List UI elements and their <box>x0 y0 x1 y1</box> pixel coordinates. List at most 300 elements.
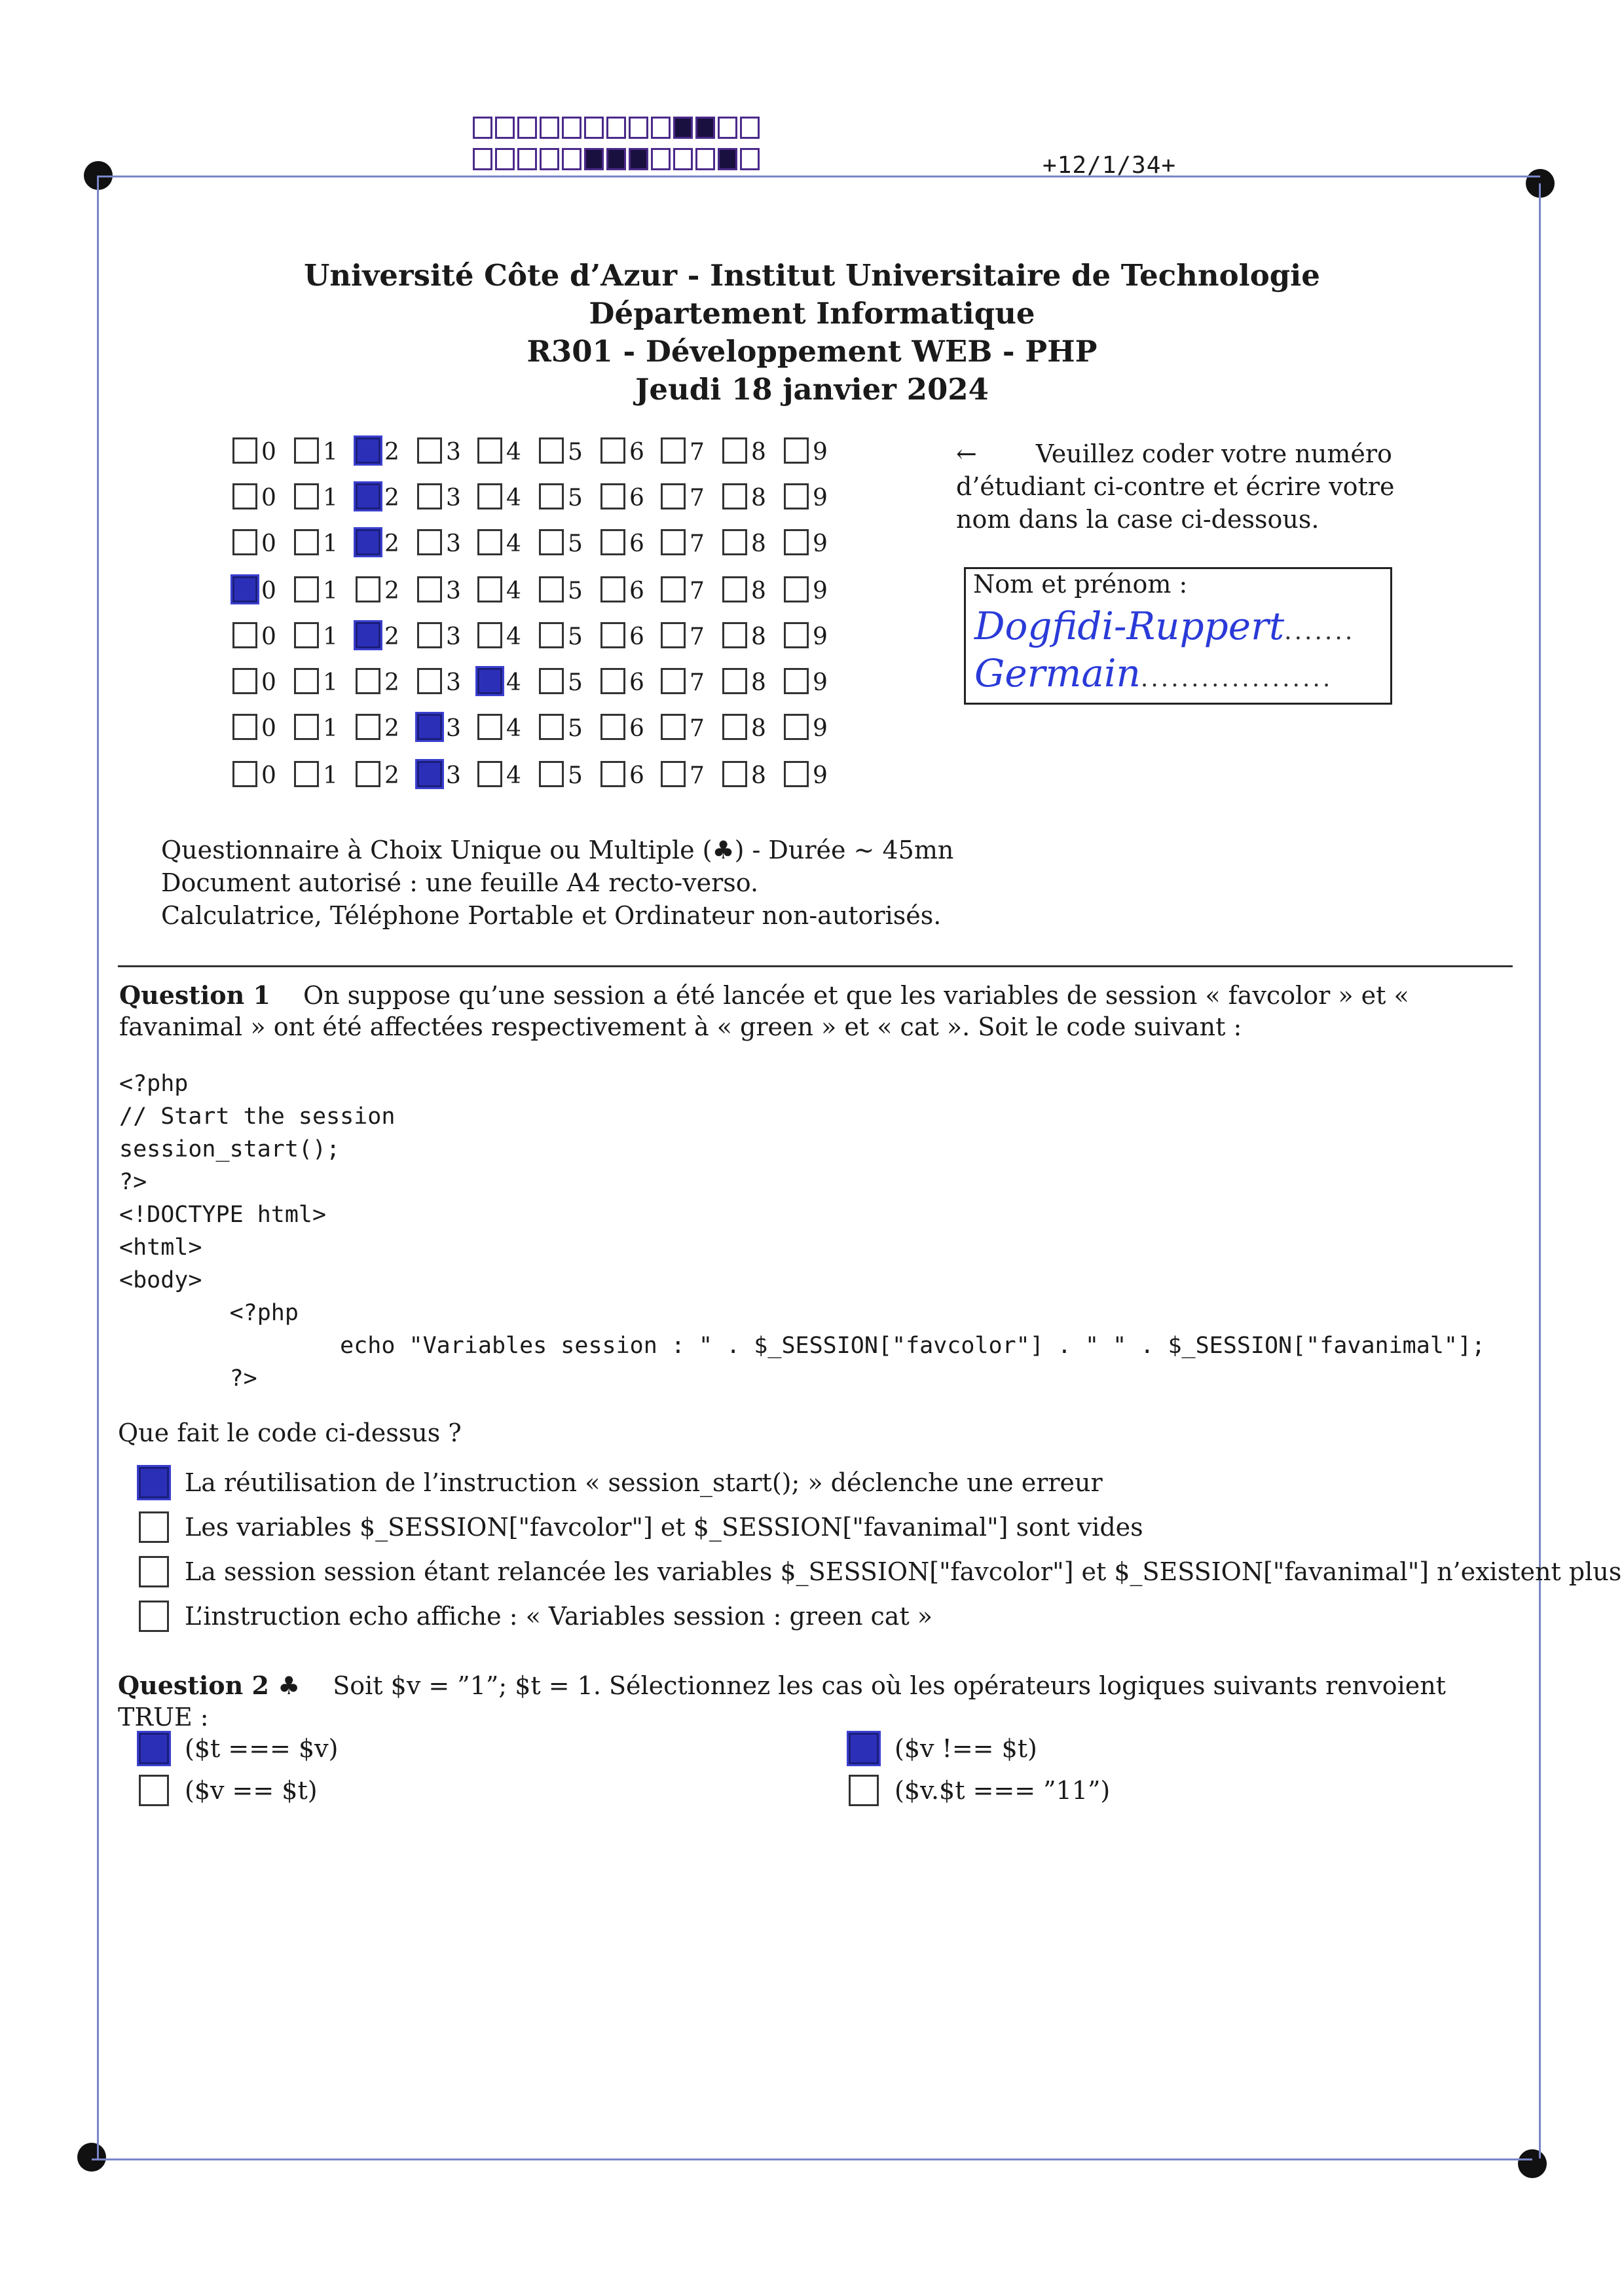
digit-checkbox[interactable] <box>722 714 747 740</box>
digit-label: 0 <box>261 623 276 650</box>
digit-option[interactable] <box>661 620 720 654</box>
digit-option[interactable] <box>477 711 536 745</box>
digit-option[interactable] <box>294 481 353 515</box>
barcode-cell <box>695 148 715 170</box>
digit-label: 6 <box>629 485 644 511</box>
digit-option[interactable] <box>356 435 415 469</box>
answer-checkbox[interactable] <box>139 1733 169 1764</box>
answer-label: ($v !== $t) <box>895 1734 1037 1763</box>
question-1-prompt: Que fait le code ci-dessus ? <box>118 1418 462 1447</box>
dots-line-2: ................... <box>1140 665 1333 692</box>
question-1-text: On suppose qu’une session a été lancée et que les variables de session « favcolor » et « favanimal » ont été affectées respectivement à « green » et « cat ». Soit le code suivant : <box>119 981 1409 1041</box>
digit-checkbox[interactable] <box>784 622 809 648</box>
digit-option[interactable] <box>784 665 843 699</box>
digit-label: 2 <box>384 578 399 604</box>
digit-option[interactable] <box>294 665 353 699</box>
digit-checkbox[interactable] <box>539 576 564 602</box>
digit-option[interactable] <box>232 665 291 699</box>
answer-checkbox[interactable] <box>849 1775 879 1806</box>
digit-checkbox[interactable] <box>294 622 319 648</box>
digit-option[interactable] <box>661 527 720 561</box>
digit-label: 6 <box>629 439 644 466</box>
digit-checkbox[interactable] <box>784 714 809 740</box>
digit-option[interactable] <box>477 481 536 515</box>
digit-checkbox[interactable] <box>600 622 625 648</box>
digit-checkbox[interactable] <box>477 437 502 464</box>
digit-option[interactable] <box>539 481 598 515</box>
digit-option[interactable] <box>722 527 781 561</box>
question-2 <box>118 1670 1513 1733</box>
digit-option[interactable] <box>477 527 536 561</box>
digit-checkbox[interactable] <box>722 622 747 648</box>
digit-option[interactable] <box>477 435 536 469</box>
question-2-text: Soit $v = ”1”; $t = 1. Sélectionnez les cas où les opérateurs logiques suivants renvoient TRUE : <box>118 1671 1446 1731</box>
digit-option[interactable] <box>356 481 415 515</box>
digit-label: 3 <box>446 715 461 742</box>
digit-label: 6 <box>629 715 644 742</box>
barcode-cell <box>584 148 604 170</box>
separator-rule <box>118 965 1513 967</box>
digit-option[interactable] <box>417 481 476 515</box>
header-university: Université Côte d’Azur - Institut Universitaire de Technologie <box>304 258 1320 293</box>
arrow-left-icon: ← <box>956 439 977 468</box>
barcode-cell <box>517 117 537 139</box>
digit-label: 5 <box>568 762 583 789</box>
digit-checkbox[interactable] <box>477 761 502 787</box>
digit-option[interactable] <box>661 481 720 515</box>
digit-option[interactable] <box>661 711 720 745</box>
digit-label: 0 <box>261 762 276 789</box>
digit-checkbox[interactable] <box>784 576 809 602</box>
digit-option[interactable] <box>539 758 598 792</box>
barcode-cell <box>718 148 737 170</box>
digit-checkbox[interactable] <box>417 668 442 694</box>
digit-checkbox[interactable] <box>294 761 319 787</box>
digit-label: 8 <box>751 669 766 696</box>
digit-label: 9 <box>813 715 828 742</box>
digit-option[interactable] <box>722 481 781 515</box>
digit-checkbox[interactable] <box>477 529 502 555</box>
question-2-title: Question 2 ♣ <box>118 1671 301 1700</box>
digit-label: 9 <box>813 485 828 511</box>
barcode-cell <box>495 148 515 170</box>
digit-checkbox[interactable] <box>661 483 686 509</box>
digit-option[interactable] <box>294 527 353 561</box>
digit-checkbox[interactable] <box>356 622 380 648</box>
digit-label: 5 <box>568 439 583 466</box>
digit-label: 9 <box>813 762 828 789</box>
digit-label: 0 <box>261 485 276 511</box>
digit-checkbox[interactable] <box>232 622 257 648</box>
frame-bottom <box>92 2158 1532 2160</box>
digit-option[interactable] <box>539 574 598 608</box>
digit-option[interactable] <box>477 758 536 792</box>
digit-label: 3 <box>446 623 461 650</box>
answer-checkbox[interactable] <box>139 1775 169 1806</box>
corner-mark-bottom-left <box>77 2143 106 2172</box>
digit-checkbox[interactable] <box>232 437 257 464</box>
digit-option[interactable] <box>417 711 476 745</box>
answer-checkbox[interactable] <box>139 1467 169 1498</box>
digit-option[interactable] <box>417 574 476 608</box>
digit-option[interactable] <box>600 665 659 699</box>
digit-label: 8 <box>751 485 766 511</box>
answer-checkbox[interactable] <box>139 1556 169 1587</box>
page-id: +12/1/34+ <box>1043 152 1177 179</box>
answer-label: ($v == $t) <box>185 1776 318 1805</box>
digit-option[interactable] <box>477 620 536 654</box>
digit-option[interactable] <box>477 574 536 608</box>
digit-label: 7 <box>690 439 705 466</box>
name-label: Nom et prénom : <box>973 570 1188 599</box>
digit-checkbox[interactable] <box>600 576 625 602</box>
digit-checkbox[interactable] <box>784 668 809 694</box>
digit-checkbox[interactable] <box>722 483 747 509</box>
digit-checkbox[interactable] <box>294 483 319 509</box>
digit-checkbox[interactable] <box>661 576 686 602</box>
digit-checkbox[interactable] <box>600 668 625 694</box>
digit-option[interactable] <box>356 665 415 699</box>
digit-checkbox[interactable] <box>600 483 625 509</box>
digit-checkbox[interactable] <box>294 529 319 555</box>
digit-label: 5 <box>568 578 583 604</box>
digit-option[interactable] <box>722 758 781 792</box>
barcode-row-1 <box>473 117 762 139</box>
digit-label: 7 <box>690 530 705 557</box>
digit-label: 3 <box>446 530 461 557</box>
barcode-cell <box>740 117 760 139</box>
digit-label: 1 <box>323 715 338 742</box>
digit-option[interactable] <box>417 435 476 469</box>
answer-checkbox[interactable] <box>139 1601 169 1632</box>
digit-label: 0 <box>261 578 276 604</box>
digit-checkbox[interactable] <box>722 761 747 787</box>
digit-checkbox[interactable] <box>232 529 257 555</box>
barcode-cell <box>606 117 626 139</box>
digit-label: 5 <box>568 530 583 557</box>
digit-checkbox[interactable] <box>417 714 442 740</box>
name-line-1 <box>974 604 1355 648</box>
digit-checkbox[interactable] <box>600 714 625 740</box>
digit-checkbox[interactable] <box>356 576 380 602</box>
digit-label: 4 <box>506 762 521 789</box>
digit-checkbox[interactable] <box>417 529 442 555</box>
frame-left <box>97 176 99 2158</box>
digit-label: 8 <box>751 715 766 742</box>
digit-option[interactable] <box>661 758 720 792</box>
digit-checkbox[interactable] <box>661 761 686 787</box>
digit-option[interactable] <box>722 574 781 608</box>
digit-label: 1 <box>323 669 338 696</box>
digit-label: 7 <box>690 623 705 650</box>
digit-option[interactable] <box>356 711 415 745</box>
answer-label: ($t === $v) <box>185 1734 339 1763</box>
header-course: R301 - Développement WEB - PHP <box>526 334 1098 369</box>
digit-option[interactable] <box>294 435 353 469</box>
digit-option[interactable] <box>784 481 843 515</box>
barcode-cell <box>673 117 693 139</box>
digit-checkbox[interactable] <box>661 529 686 555</box>
digit-option[interactable] <box>539 665 598 699</box>
digit-label: 3 <box>446 762 461 789</box>
digit-checkbox[interactable] <box>477 576 502 602</box>
digit-checkbox[interactable] <box>477 668 502 694</box>
digit-checkbox[interactable] <box>232 714 257 740</box>
code-line: <?php <box>119 1300 299 1326</box>
digit-option[interactable] <box>722 620 781 654</box>
digit-checkbox[interactable] <box>661 714 686 740</box>
digit-option[interactable] <box>539 527 598 561</box>
digit-checkbox[interactable] <box>417 576 442 602</box>
digit-label: 2 <box>384 485 399 511</box>
digit-label: 4 <box>506 623 521 650</box>
digit-option[interactable] <box>356 758 415 792</box>
digit-checkbox[interactable] <box>294 668 319 694</box>
answer-label: La réutilisation de l’instruction « session_start(); » déclenche une erreur <box>185 1468 1103 1497</box>
digit-checkbox[interactable] <box>784 483 809 509</box>
digit-checkbox[interactable] <box>417 761 442 787</box>
digit-option[interactable] <box>294 574 353 608</box>
digit-checkbox[interactable] <box>232 761 257 787</box>
barcode-cell <box>562 148 581 170</box>
dots-line-1: ....... <box>1284 618 1356 645</box>
digit-option[interactable] <box>232 527 291 561</box>
answer-label: L’instruction echo affiche : « Variables session : green cat » <box>185 1602 933 1631</box>
barcode-cell <box>673 148 693 170</box>
digit-option[interactable] <box>661 574 720 608</box>
name-line-2 <box>974 651 1333 695</box>
id-instructions <box>956 437 1414 536</box>
digit-option[interactable] <box>661 435 720 469</box>
digit-label: 4 <box>506 530 521 557</box>
code-line: <?php <box>119 1071 189 1097</box>
digit-option[interactable] <box>356 620 415 654</box>
digit-option[interactable] <box>661 665 720 699</box>
digit-checkbox[interactable] <box>294 714 319 740</box>
digit-label: 1 <box>323 578 338 604</box>
digit-option[interactable] <box>417 758 476 792</box>
digit-checkbox[interactable] <box>661 437 686 464</box>
digit-label: 5 <box>568 623 583 650</box>
code-line: // Start the session <box>119 1103 396 1130</box>
digit-option[interactable] <box>600 435 659 469</box>
digit-checkbox[interactable] <box>417 622 442 648</box>
digit-label: 0 <box>261 530 276 557</box>
digit-checkbox[interactable] <box>539 714 564 740</box>
header-date: Jeudi 18 janvier 2024 <box>635 372 989 407</box>
digit-option[interactable] <box>417 620 476 654</box>
digit-checkbox[interactable] <box>784 437 809 464</box>
digit-option[interactable] <box>356 574 415 608</box>
digit-option[interactable] <box>784 574 843 608</box>
digit-option[interactable] <box>232 435 291 469</box>
barcode-cell <box>540 117 559 139</box>
digit-option[interactable] <box>722 711 781 745</box>
answer-checkbox[interactable] <box>139 1511 169 1543</box>
digit-option[interactable] <box>784 620 843 654</box>
digit-label: 8 <box>751 623 766 650</box>
code-line: echo "Variables session : " . $_SESSION["favcolor"] . " " . $_SESSION["favanimal"]; <box>119 1333 1486 1359</box>
digit-option[interactable] <box>784 711 843 745</box>
digit-label: 6 <box>629 762 644 789</box>
digit-option[interactable] <box>232 574 291 608</box>
digit-label: 6 <box>629 578 644 604</box>
barcode-cell <box>584 117 604 139</box>
digit-checkbox[interactable] <box>784 529 809 555</box>
digit-label: 1 <box>323 623 338 650</box>
barcode-cell <box>540 148 559 170</box>
code-block <box>119 1067 1485 1395</box>
digit-checkbox[interactable] <box>232 668 257 694</box>
digit-option[interactable] <box>722 435 781 469</box>
code-line: ?> <box>119 1365 257 1392</box>
digit-option[interactable] <box>539 711 598 745</box>
digit-label: 7 <box>690 762 705 789</box>
digit-option[interactable] <box>784 527 843 561</box>
header-department: Département Informatique <box>589 296 1035 331</box>
code-line: ?> <box>119 1169 147 1195</box>
barcode-row-2 <box>473 148 762 170</box>
digit-label: 9 <box>813 578 828 604</box>
barcode-cell <box>651 117 671 139</box>
digit-option[interactable] <box>232 711 291 745</box>
digit-option[interactable] <box>417 527 476 561</box>
digit-label: 3 <box>446 439 461 466</box>
digit-label: 2 <box>384 439 399 466</box>
digit-label: 4 <box>506 578 521 604</box>
digit-checkbox[interactable] <box>600 529 625 555</box>
answer-checkbox[interactable] <box>849 1733 879 1764</box>
digit-checkbox[interactable] <box>356 529 380 555</box>
digit-label: 9 <box>813 669 828 696</box>
exam-info-2: Document autorisé : une feuille A4 recto-verso. <box>161 868 759 897</box>
handwritten-firstname: Germain <box>974 651 1141 695</box>
frame-right <box>1539 183 1541 2158</box>
barcode-cell <box>629 148 648 170</box>
digit-checkbox[interactable] <box>539 483 564 509</box>
digit-checkbox[interactable] <box>477 714 502 740</box>
digit-checkbox[interactable] <box>539 437 564 464</box>
digit-option[interactable] <box>600 574 659 608</box>
digit-checkbox[interactable] <box>539 668 564 694</box>
digit-option[interactable] <box>539 435 598 469</box>
digit-checkbox[interactable] <box>539 761 564 787</box>
digit-checkbox[interactable] <box>722 529 747 555</box>
digit-checkbox[interactable] <box>356 714 380 740</box>
frame-top <box>98 176 1540 177</box>
digit-option[interactable] <box>600 758 659 792</box>
question-1-title: Question 1 <box>119 980 270 1010</box>
digit-checkbox[interactable] <box>294 576 319 602</box>
digit-checkbox[interactable] <box>539 622 564 648</box>
digit-label: 7 <box>690 485 705 511</box>
digit-option[interactable] <box>294 711 353 745</box>
digit-option[interactable] <box>356 527 415 561</box>
digit-label: 3 <box>446 485 461 511</box>
digit-checkbox[interactable] <box>600 437 625 464</box>
digit-checkbox[interactable] <box>417 483 442 509</box>
digit-checkbox[interactable] <box>294 437 319 464</box>
digit-label: 4 <box>506 485 521 511</box>
digit-option[interactable] <box>600 620 659 654</box>
barcode-cell <box>740 148 760 170</box>
digit-label: 7 <box>690 578 705 604</box>
digit-option[interactable] <box>600 711 659 745</box>
barcode-cell <box>629 117 648 139</box>
digit-checkbox[interactable] <box>477 483 502 509</box>
digit-option[interactable] <box>600 527 659 561</box>
digit-checkbox[interactable] <box>722 576 747 602</box>
digit-checkbox[interactable] <box>417 437 442 464</box>
digit-label: 9 <box>813 623 828 650</box>
digit-option[interactable] <box>784 435 843 469</box>
digit-option[interactable] <box>294 620 353 654</box>
digit-checkbox[interactable] <box>722 437 747 464</box>
digit-label: 3 <box>446 669 461 696</box>
digit-option[interactable] <box>232 620 291 654</box>
digit-label: 2 <box>384 762 399 789</box>
digit-option[interactable] <box>232 758 291 792</box>
digit-checkbox[interactable] <box>784 761 809 787</box>
digit-checkbox[interactable] <box>477 622 502 648</box>
digit-option[interactable] <box>722 665 781 699</box>
digit-label: 0 <box>261 439 276 466</box>
digit-label: 4 <box>506 669 521 696</box>
digit-checkbox[interactable] <box>356 668 380 694</box>
digit-option[interactable] <box>600 481 659 515</box>
code-line: <body> <box>119 1267 202 1293</box>
digit-label: 4 <box>506 439 521 466</box>
digit-checkbox[interactable] <box>722 668 747 694</box>
digit-label: 2 <box>384 530 399 557</box>
digit-label: 9 <box>813 530 828 557</box>
digit-checkbox[interactable] <box>232 483 257 509</box>
digit-checkbox[interactable] <box>661 622 686 648</box>
digit-checkbox[interactable] <box>232 576 257 602</box>
barcode-cell <box>718 117 737 139</box>
digit-label: 1 <box>323 439 338 466</box>
digit-option[interactable] <box>417 665 476 699</box>
digit-label: 6 <box>629 669 644 696</box>
digit-checkbox[interactable] <box>356 437 380 464</box>
digit-checkbox[interactable] <box>539 529 564 555</box>
digit-label: 6 <box>629 623 644 650</box>
digit-label: 3 <box>446 578 461 604</box>
digit-option[interactable] <box>784 758 843 792</box>
digit-option[interactable] <box>232 481 291 515</box>
digit-checkbox[interactable] <box>356 483 380 509</box>
question-1 <box>119 980 1514 1043</box>
barcode-cell <box>562 117 581 139</box>
answer-label: Les variables $_SESSION["favcolor"] et $_SESSION["favanimal"] sont vides <box>185 1513 1143 1542</box>
digit-option[interactable] <box>477 665 536 699</box>
digit-label: 8 <box>751 578 766 604</box>
digit-label: 1 <box>323 530 338 557</box>
digit-option[interactable] <box>539 620 598 654</box>
digit-option[interactable] <box>294 758 353 792</box>
digit-label: 8 <box>751 762 766 789</box>
barcode-cell <box>495 117 515 139</box>
exam-info-3: Calculatrice, Téléphone Portable et Ordinateur non-autorisés. <box>161 901 942 930</box>
digit-checkbox[interactable] <box>661 668 686 694</box>
barcode-cell <box>473 148 492 170</box>
digit-checkbox[interactable] <box>600 761 625 787</box>
digit-label: 2 <box>384 623 399 650</box>
digit-checkbox[interactable] <box>356 761 380 787</box>
barcode-cell <box>517 148 537 170</box>
digit-label: 9 <box>813 439 828 466</box>
barcode-cell <box>651 148 671 170</box>
